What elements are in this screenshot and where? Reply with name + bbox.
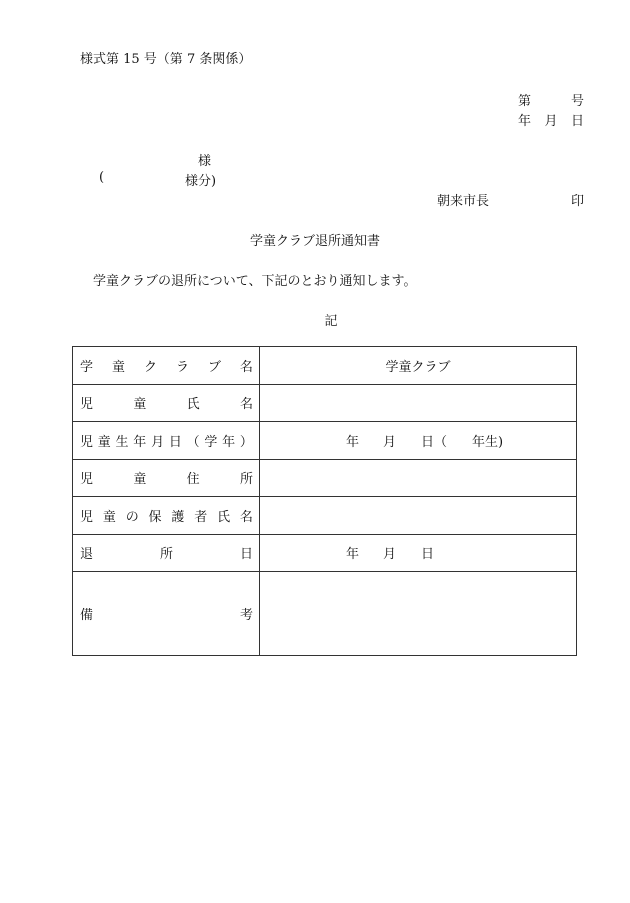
guardian-name-row (73, 497, 577, 535)
label-char: 日 (168, 434, 182, 450)
row-label (73, 459, 260, 497)
body-text: 学童クラブの退所について、下記のとおり通知します。 (93, 274, 417, 289)
date-value (260, 431, 576, 450)
number-dai-label: 第 (518, 94, 532, 109)
row-value[interactable] (260, 534, 577, 572)
label-char: ブ (207, 359, 221, 375)
label-char: 備 (80, 608, 94, 623)
label-char: 名 (239, 397, 253, 413)
row-label (73, 572, 260, 656)
label-char: 日 (239, 547, 253, 563)
label-char: 童 (133, 397, 147, 413)
club-name-row (73, 347, 577, 385)
date-token: 月 (383, 434, 397, 450)
row-value[interactable] (260, 384, 577, 422)
label-char: 所 (159, 547, 173, 563)
label-char: 氏 (186, 397, 200, 413)
date-token: 年 (346, 434, 360, 450)
label-char: 児 (80, 509, 94, 525)
row-label (73, 384, 260, 422)
label-char: 童 (97, 434, 111, 450)
label-char: 護 (171, 509, 185, 525)
number-go-label: 号 (570, 94, 584, 109)
row-value[interactable] (260, 422, 577, 460)
addressee-bun: 様分) (185, 174, 217, 189)
remarks-row (73, 572, 577, 656)
document-date-row (518, 110, 584, 129)
row-label-text (80, 393, 253, 412)
label-char: 児 (80, 434, 94, 450)
row-value[interactable] (260, 572, 577, 656)
label-char: 退 (80, 547, 94, 563)
row-label-text (80, 543, 253, 562)
date-day-label: 日 (570, 114, 584, 129)
row-label (73, 422, 260, 460)
date-token: 年 (346, 547, 360, 563)
label-char: ） (239, 434, 253, 450)
row-label-text (80, 604, 253, 623)
label-char: 年 (133, 434, 147, 450)
label-char: 名 (239, 359, 253, 375)
mayor-title: 朝来市長 (437, 194, 490, 209)
label-char: ク (143, 359, 157, 375)
document-number-row (518, 90, 584, 109)
label-char: 所 (239, 472, 253, 488)
date-token: 日（ (421, 434, 448, 450)
address-row (73, 459, 577, 497)
date-month-label: 月 (544, 114, 558, 129)
label-char: 学 (80, 359, 94, 375)
detail-table (72, 346, 577, 656)
label-char: 月 (151, 434, 165, 450)
form-number: 様式第 15 号（第 7 条関係） (80, 52, 252, 67)
label-char: 児 (80, 397, 94, 413)
label-char: 生 (115, 434, 129, 450)
date-token: 年生) (472, 434, 504, 450)
label-char: 住 (186, 472, 200, 488)
label-char: 童 (111, 359, 125, 375)
date-token: 月 (383, 547, 397, 563)
row-label-text (80, 431, 253, 450)
label-char: 名 (239, 509, 253, 525)
withdrawal-date-row (73, 534, 577, 572)
row-value[interactable] (260, 497, 577, 535)
row-label (73, 534, 260, 572)
date-value (260, 543, 576, 562)
date-token: 日 (421, 547, 435, 563)
label-char: ラ (175, 359, 189, 375)
birthdate-row (73, 422, 577, 460)
label-char: 学 (204, 434, 218, 450)
document-title: 学童クラブ退所通知書 (249, 234, 380, 249)
ki-heading: 記 (324, 314, 338, 329)
row-label (73, 347, 260, 385)
addressee-sama: 様 (198, 154, 212, 169)
label-char: 者 (194, 509, 208, 525)
label-char: 考 (239, 608, 253, 623)
addressee-paren-open: ( (99, 170, 105, 185)
row-label-text (80, 506, 253, 525)
row-label (73, 497, 260, 535)
label-char: 保 (148, 509, 162, 525)
label-char: の (125, 509, 139, 525)
label-char: 氏 (217, 509, 231, 525)
row-value[interactable] (260, 459, 577, 497)
row-label-text (80, 468, 253, 487)
label-char: 童 (102, 509, 116, 525)
mayor-seal: 印 (571, 194, 585, 209)
date-year-label: 年 (518, 114, 532, 129)
row-label-text (80, 356, 253, 375)
row-value[interactable]: 学童クラブ (260, 347, 577, 385)
label-char: （ (186, 434, 200, 450)
label-char: 童 (133, 472, 147, 488)
label-char: 年 (222, 434, 236, 450)
label-char: 児 (80, 472, 94, 488)
child-name-row (73, 384, 577, 422)
